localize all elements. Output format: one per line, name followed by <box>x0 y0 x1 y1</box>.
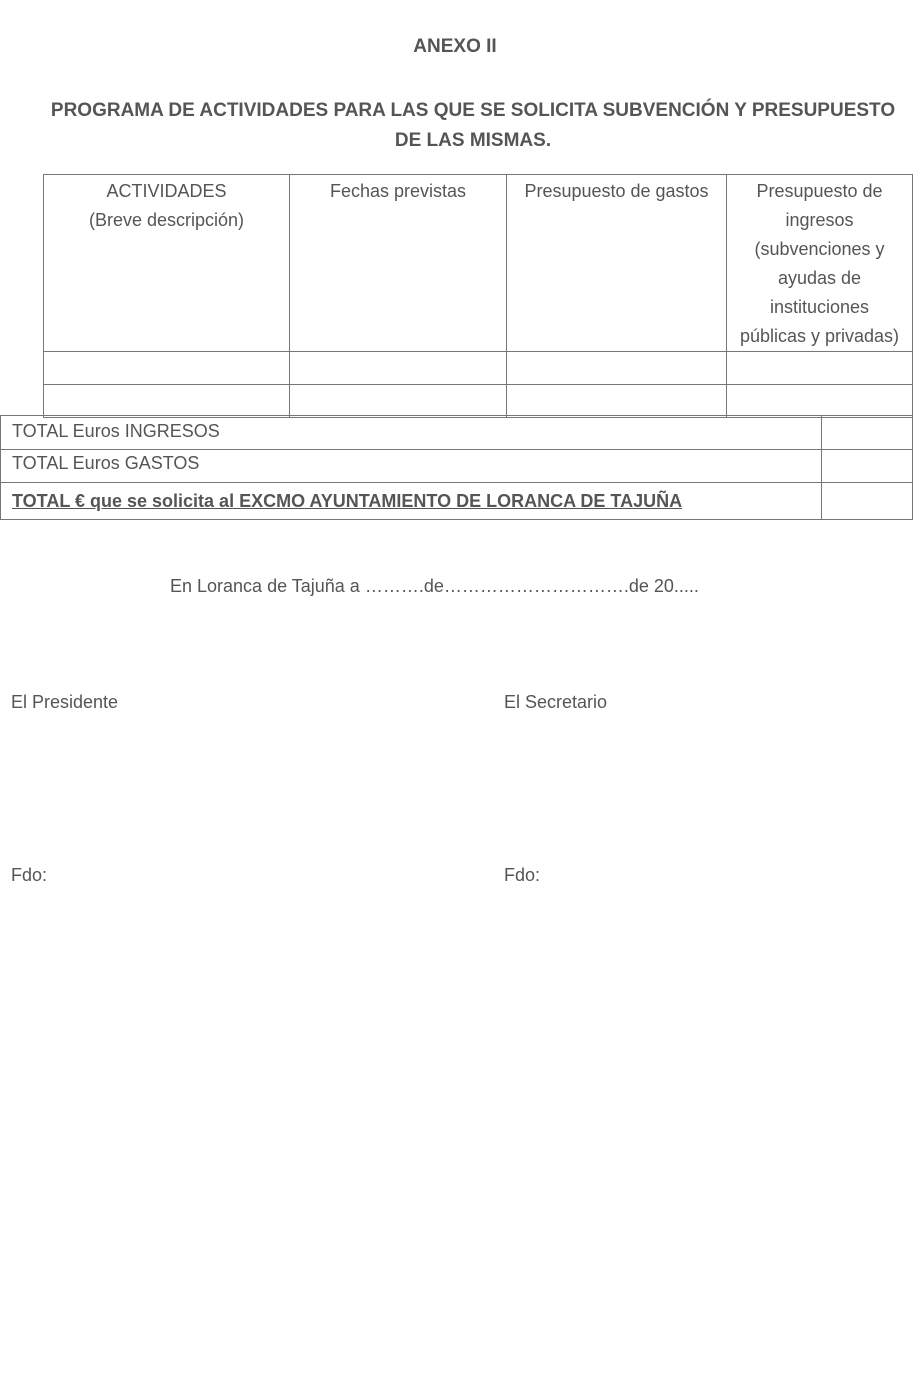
activity-cell[interactable] <box>44 352 290 385</box>
secretary-label: El Secretario <box>504 692 608 712</box>
header-income-budget-line: ayudas de <box>777 268 862 288</box>
total-income-value[interactable] <box>822 416 913 450</box>
date-cell[interactable] <box>290 352 507 385</box>
header-income-budget <box>727 175 913 352</box>
header-income-budget-line: públicas y privadas) <box>739 326 900 346</box>
total-expenses-label: TOTAL Euros GASTOS <box>1 450 822 483</box>
total-income-label: TOTAL Euros INGRESOS <box>1 416 822 450</box>
total-expenses-row <box>1 450 913 483</box>
table-row <box>44 385 913 418</box>
expense-cell[interactable] <box>507 352 727 385</box>
total-request-row <box>1 483 913 520</box>
total-request-label-cell <box>1 483 822 520</box>
header-activities <box>44 175 290 352</box>
totals-table <box>0 415 913 520</box>
header-income-budget-line: ingresos <box>785 210 854 230</box>
header-activities-line: ACTIVIDADES <box>106 181 227 201</box>
place-date-line: En Loranca de Tajuña a ……….de………………………….de 20..... <box>170 576 699 596</box>
header-activities-line: (Breve descripción) <box>88 210 245 230</box>
date-cell[interactable] <box>290 385 507 418</box>
activity-cell[interactable] <box>44 385 290 418</box>
total-request-value[interactable] <box>822 483 913 520</box>
expense-cell[interactable] <box>507 385 727 418</box>
activities-table <box>43 174 913 418</box>
total-expenses-value[interactable] <box>822 450 913 483</box>
income-cell[interactable] <box>727 352 913 385</box>
total-income-row <box>1 416 913 450</box>
header-expense-budget-line: Presupuesto de gastos <box>524 181 709 201</box>
total-request-label: TOTAL € que se solicita al EXCMO AYUNTAMIENTO DE LORANCA DE TAJUÑA <box>12 491 683 511</box>
program-title: PROGRAMA DE ACTIVIDADES PARA LAS QUE SE SOLICITA SUBVENCIÓN Y PRESUPUESTO DE LAS MISMAS. <box>50 100 896 151</box>
income-cell[interactable] <box>727 385 913 418</box>
header-income-budget-line: Presupuesto de <box>756 181 883 201</box>
president-label: El Presidente <box>11 692 119 712</box>
header-planned-dates <box>290 175 507 352</box>
president-signature-field: Fdo: <box>11 865 48 885</box>
secretary-signature-field: Fdo: <box>504 865 541 885</box>
header-planned-dates-line: Fechas previstas <box>329 181 467 201</box>
table-row <box>44 352 913 385</box>
header-expense-budget <box>507 175 727 352</box>
header-income-budget-line: (subvenciones y <box>754 239 885 259</box>
activities-header-row <box>44 175 913 352</box>
header-income-budget-line: instituciones <box>769 297 870 317</box>
annex-title: ANEXO II <box>413 36 497 57</box>
